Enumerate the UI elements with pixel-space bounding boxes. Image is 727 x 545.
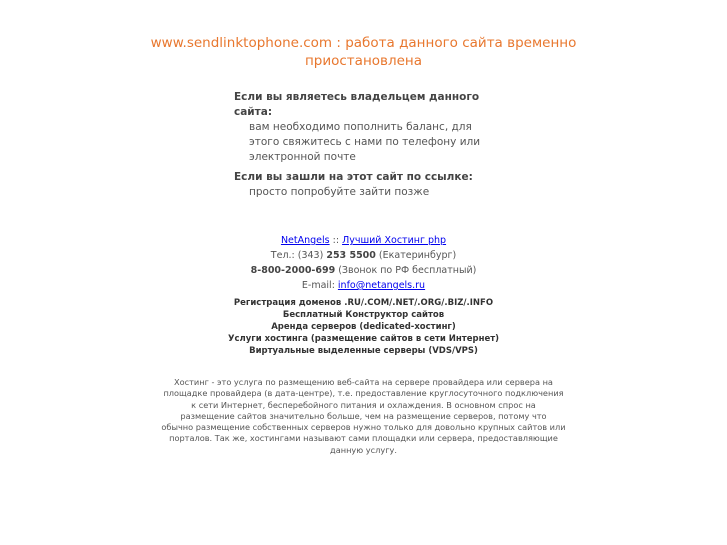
service-item: Бесплатный Конструктор сайтов [282,310,445,320]
visitor-answer-line: просто попробуйте зайти позже [249,186,430,198]
email-link[interactable]: info@netangels.ru [337,280,426,291]
owner-question-line: сайта: [234,106,273,118]
owner-answer-line: электронной почте [249,151,356,163]
hosting-description [150,377,577,456]
visitor-answer [234,185,504,200]
owner-answer-line: вам необходимо пополнить баланс, для [249,121,472,133]
tollfree-note: (Звонок по РФ бесплатный) [335,265,477,276]
description-line: площадке провайдера (в дата-центре), т.е. предоставление круглосуточного подключения [163,388,564,399]
best-hosting-link[interactable]: Лучший Хостинг php [342,235,447,246]
description-line: Хостинг - это услуга по размещению веб-сайта на сервере провайдера или сервера на [174,377,553,387]
netangels-link[interactable]: NetAngels [280,235,330,246]
description-line: размещение сайтов значительно больше, чем на размещение серверов, потому что [180,410,547,421]
page-title [0,34,727,70]
email-row [0,278,727,293]
description-line: данную услугу. [330,444,397,455]
phone-row [0,248,727,263]
phone-number: 253 5500 [326,250,376,261]
owner-answer [234,120,504,165]
owner-question-line: Если вы являетесь владельцем данного [234,91,480,103]
tollfree-number: 8-800-2000-699 [250,265,336,276]
description-line: обычно размещение собственных серверов нужно только для довольно крупных сайтов или [161,422,566,433]
email-label: E-mail: [301,280,338,291]
page-title-line: www.sendlinktophone.com : работа данного сайта временно [150,35,577,51]
contacts-block [0,233,727,293]
owner-question [234,90,504,120]
info-section [234,90,504,200]
description-line: порталов. Так же, хостингами называют сами площадки или сервера, предоставляющие [169,433,558,444]
contacts-links-row [0,233,727,248]
service-item: Виртуальные выделенные серверы (VDS/VPS) [249,346,478,356]
visitor-question: Если вы зашли на этот сайт по ссылке: [234,171,473,183]
description-line: к сети Интернет, бесперебойного питания и охлаждения. В основном спрос на [191,399,536,410]
phone-city: (Екатеринбург) [375,250,457,261]
link-separator: :: [329,235,343,246]
services-list [0,297,727,357]
owner-answer-line: этого свяжитесь с нами по телефону или [249,136,481,148]
phone-label: Тел.: (343) [270,250,327,261]
service-item: Аренда серверов (dedicated-хостинг) [271,322,456,332]
tollfree-row [0,263,727,278]
page-title-line: приостановлена [304,53,423,69]
service-item: Регистрация доменов .RU/.COM/.NET/.ORG/.BIZ/.INFO [233,298,494,308]
service-item: Услуги хостинга (размещение сайтов в сети Интернет) [227,334,500,344]
